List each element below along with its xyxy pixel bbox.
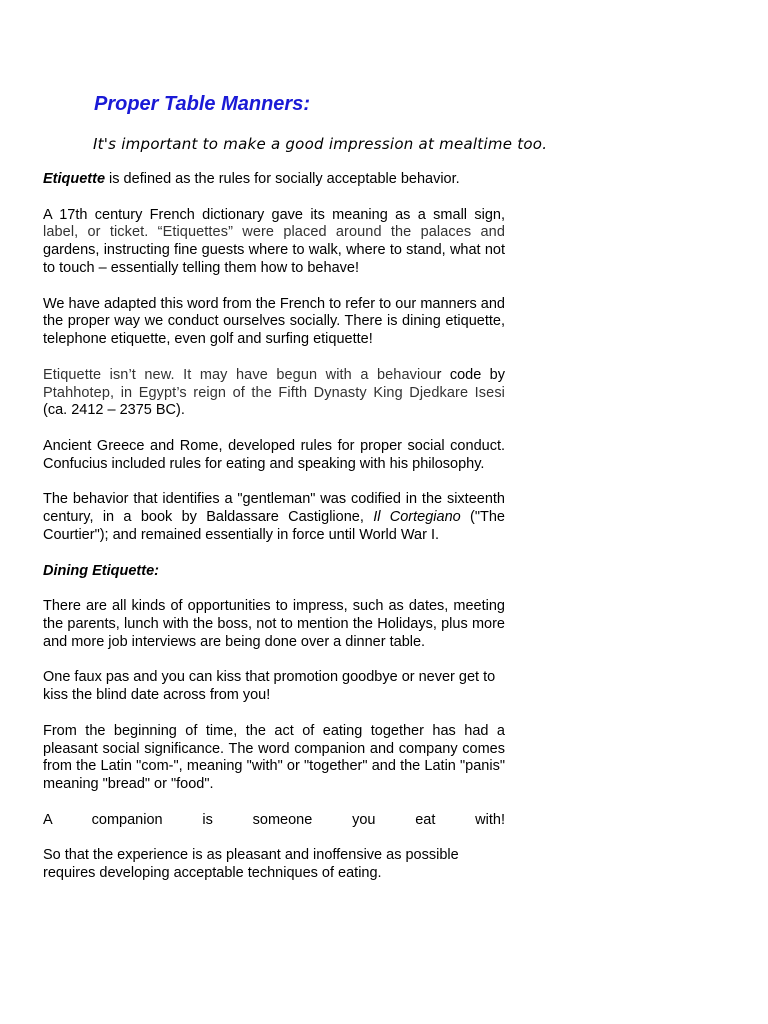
paragraph-greece-rome: Ancient Greece and Rome, developed rules for proper social conduct. Confucius included rules for eating and speaking with his philosophy. [43, 437, 505, 472]
page-title: Proper Table Manners: [94, 93, 310, 115]
paragraph-faux-pas: One faux pas and you can kiss that promotion goodbye or never get to kiss the blind date across from you! [43, 669, 496, 704]
paragraph-ptahhotep [43, 367, 505, 420]
paragraph-text: Ptahhotep, in Egypt’s reign of the Fifth Dynasty King Djedkare Isesi [43, 384, 505, 401]
section-heading-dining: Dining Etiquette: [43, 562, 159, 579]
paragraph-text: Etiquette isn’t new. It may have begun with a behaviou [43, 366, 437, 383]
paragraph-text: A 17th century French dictionary gave its meaning as a small sign, [43, 206, 505, 223]
book-title: Il Cortegiano [373, 509, 461, 526]
paragraph-companion-origin: From the beginning of time, the act of eating together has had a pleasant social significance. The word companion and company comes from the Latin "com-", meaning "with" or "together" and the Latin "panis" meaning "bread" or "food". [43, 722, 505, 793]
paragraph-text: gardens, instructing fine guests where to walk, where to stand, what not to touch – essentially telling them how to behave! [43, 242, 505, 276]
paragraph-text: r code by [436, 366, 505, 383]
paragraph-adapted: We have adapted this word from the French to refer to our manners and the proper way we conduct ourselves socially. There is dining etiquette, telephone etiquette, even golf and surfing etiquette! [43, 295, 505, 348]
paragraph-text: The behavior that identifies a "gentleman" was codified in the sixteenth century, in a book by Baldassare Castiglione, [43, 491, 505, 526]
paragraph-text: ("The Courtier"); and remained essentially in force until World War I. [43, 509, 505, 543]
paragraph-text: is defined as the rules for socially acceptable behavior. [105, 171, 460, 187]
paragraph-text: label, or ticket. “Etiquettes” were placed around the palaces and [43, 224, 505, 241]
page-subtitle: It's important to make a good impression at mealtime too. [93, 135, 548, 153]
paragraph-companion-definition: A companion is someone you eat with! [43, 811, 505, 828]
paragraph-definition [43, 171, 505, 189]
paragraph-history-french [43, 207, 505, 278]
paragraph-text: (ca. 2412 – 2375 BC). [43, 402, 185, 419]
paragraph-techniques: So that the experience is as pleasant and inoffensive as possible requires developing acceptable techniques of eating. [43, 847, 459, 882]
body-text [43, 171, 505, 901]
paragraph-gentleman [43, 491, 505, 544]
term-etiquette: Etiquette [43, 171, 106, 187]
paragraph-opportunities: There are all kinds of opportunities to impress, such as dates, meeting the parents, lunch with the boss, not to mention the Holidays, plus more and more job interviews are being done over a dinner table. [43, 598, 505, 650]
